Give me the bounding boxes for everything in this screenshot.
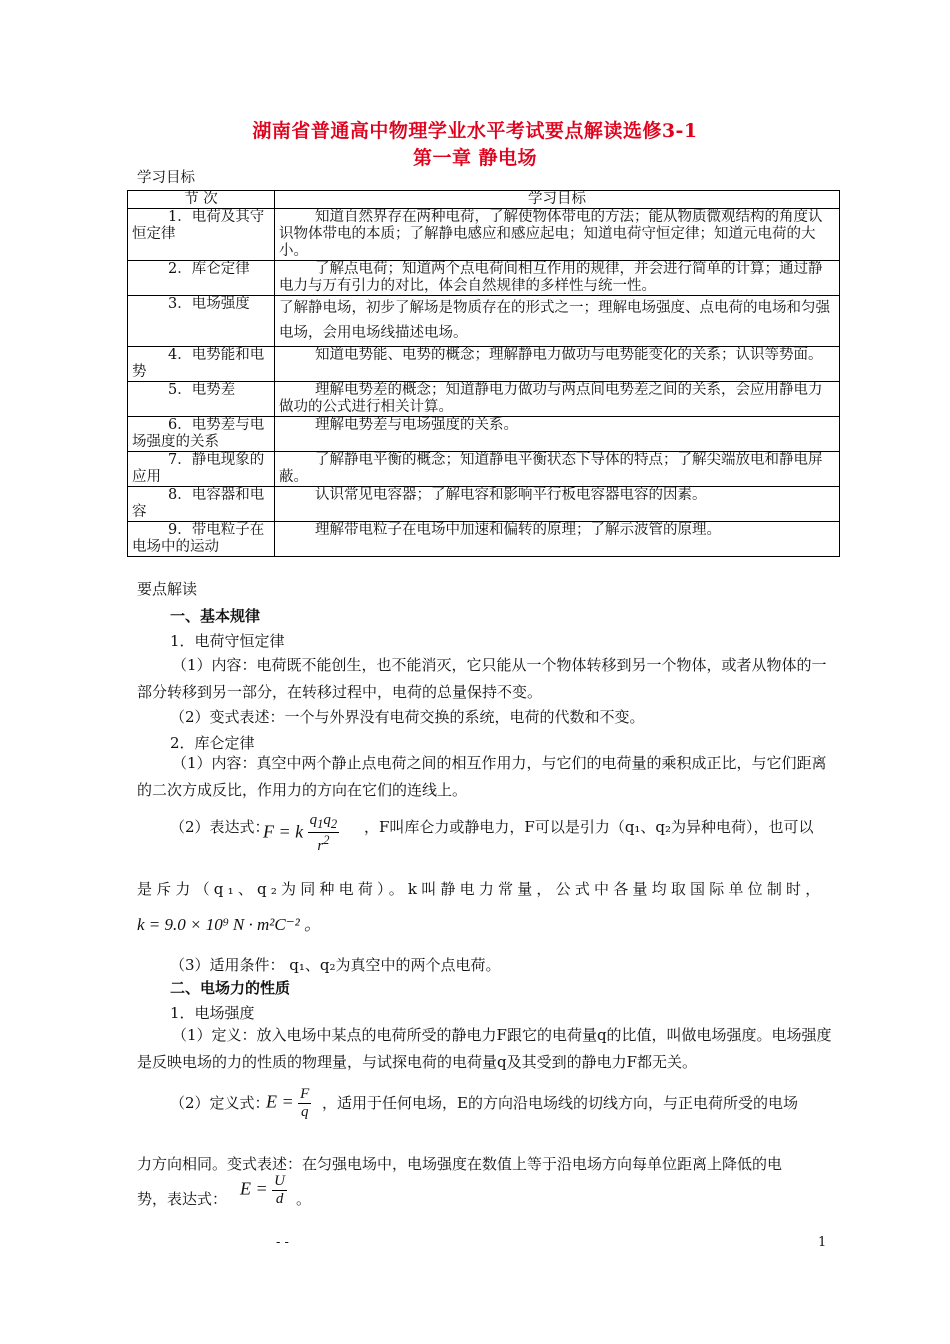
table-cell-goal: 理解带电粒子在电场中加速和偏转的原理；了解示波管的原理。 — [275, 522, 840, 557]
heading-field-strength: 1．电场强度 — [170, 1004, 255, 1022]
section-1-heading: 一、基本规律 — [170, 607, 261, 625]
goals-label: 学习目标 — [137, 170, 195, 186]
table-cell-goal: 了解点电荷；知道两个点电荷间相互作用的规律，并会进行简单的计算；通过静电力与万有引力的对比，体会自然规律的多样性与统一性。 — [275, 261, 840, 296]
table-row — [128, 522, 840, 557]
paragraph-coulomb-content: （1）内容：真空中两个静止点电荷之间的相互作用力，与它们的电荷量的乘积成正比，与它们距离的二次方成反比，作用力的方向在它们的连线上。 — [137, 754, 827, 799]
table-header-goal: 学习目标 — [275, 191, 840, 209]
table-cell-goal: 知道自然界存在两种电荷，了解使物体带电的方法；能从物质微观结构的角度认识物体带电的本质；了解静电感应和感应起电；知道电荷守恒定律；知道元电荷的大小。 — [275, 209, 840, 261]
table-cell-section: 2．库仑定律 — [128, 261, 275, 296]
coulomb-formula: F = k $\frac{q_1q_2}{r^2}$ — [263, 812, 338, 854]
document-title: 湖南省普通高中物理学业水平考试要点解读选修3-1 — [252, 120, 698, 142]
table-cell-section: 5．电势差 — [128, 382, 275, 417]
table-cell-section: 4．电势能和电势 — [128, 347, 275, 382]
table-cell-section: 7．静电现象的应用 — [128, 452, 275, 487]
page-number: 1 — [818, 1235, 827, 1250]
field-uniform-tail: 。 — [296, 1190, 312, 1208]
table-row — [128, 487, 840, 522]
key-points-label: 要点解读 — [137, 580, 198, 598]
table-row — [128, 347, 840, 382]
table-header-section: 节 次 — [128, 191, 275, 209]
heading-coulomb-law: 2．库仑定律 — [170, 734, 255, 752]
chapter-title: 第一章 静电场 — [412, 147, 538, 169]
table-cell-goal: 认识常见电容器；了解电容和影响平行板电容器电容的因素。 — [275, 487, 840, 522]
table-header-row — [128, 191, 840, 209]
field-formula-lead: （2）定义式： — [170, 1094, 270, 1112]
table-cell-goal: 了解静电场，初步了解场是物质存在的形式之一；理解电场强度、点电荷的电场和匀强电场，会用电场线描述电场。 — [275, 296, 840, 347]
k-constant-formula: k = 9.0 × 10⁹ N · m²C⁻² 。 — [137, 915, 322, 934]
table-cell-section: 6．电势差与电场强度的关系 — [128, 417, 275, 452]
table-row — [128, 452, 840, 487]
table-row — [128, 417, 840, 452]
field-formula: E = $\frac{F}{q}$ — [266, 1086, 310, 1120]
field-uniform-lead: 势，表达式： — [137, 1190, 228, 1208]
table-cell-goal: 知道电势能、电势的概念；理解静电力做功与电势能变化的关系；认识等势面。 — [275, 347, 840, 382]
table-row — [128, 296, 840, 347]
learning-goals-table — [127, 190, 840, 557]
table-cell-section: 8．电容器和电容 — [128, 487, 275, 522]
table-row — [128, 261, 840, 296]
table-row — [128, 209, 840, 261]
table-cell-section: 3．电场强度 — [128, 296, 275, 347]
field-formula-tail: ，适用于任何电场，E的方向沿电场线的切线方向，与正电荷所受的电场 — [322, 1094, 798, 1112]
coulomb-conditions: （3）适用条件： q₁、q₂为真空中的两个点电荷。 — [170, 956, 501, 974]
coulomb-repulsion-line: 是斥力（q₁、q₂为同种电荷）。k叫静电力常量，公式中各量均取国际单位制时， — [137, 880, 825, 898]
paragraph-conservation-content: （1）内容：电荷既不能创生，也不能消灭，它只能从一个物体转移到另一个物体，或者从物体的一部分转移到另一部分，在转移过程中，电荷的总量保持不变。 — [137, 656, 827, 701]
coulomb-expression-lead: （2）表达式： — [170, 818, 270, 836]
uniform-field-formula: E = $\frac{U}{d}$ — [240, 1173, 285, 1207]
table-cell-section: 1．电荷及其守恒定律 — [128, 209, 275, 261]
heading-charge-conservation: 1．电荷守恒定律 — [170, 632, 285, 650]
coulomb-expression-line — [170, 816, 270, 837]
paragraph-field-definition: （1）定义：放入电场中某点的电荷所受的静电力F跟它的电荷量q的比值，叫做电场强度。电场强度是反映电场的力的性质的物理量，与试探电荷的电荷量q及其受到的静电力F都无关。 — [137, 1026, 832, 1071]
table-cell-section: 9．带电粒子在电场中的运动 — [128, 522, 275, 557]
table-cell-goal: 理解电势差与电场强度的关系。 — [275, 417, 840, 452]
field-variant-line: 力方向相同。变式表述：在匀强电场中，电场强度在数值上等于沿电场方向每单位距离上降低的电 — [137, 1155, 783, 1173]
table-cell-goal: 了解静电平衡的概念；知道静电平衡状态下导体的特点；了解尖端放电和静电屏蔽。 — [275, 452, 840, 487]
table-cell-goal: 理解电势差的概念；知道静电力做功与两点间电势差之间的关系，会应用静电力做功的公式进行相关计算。 — [275, 382, 840, 417]
paragraph-conservation-variant: （2）变式表述：一个与外界没有电荷交换的系统，电荷的代数和不变。 — [170, 708, 645, 726]
footer-marker: - - — [276, 1235, 289, 1250]
coulomb-expression-tail: ，F叫库仑力或静电力，F可以是引力（q₁、q₂为异种电荷），也可以 — [364, 818, 814, 836]
table-row — [128, 382, 840, 417]
section-2-heading: 二、电场力的性质 — [170, 979, 291, 997]
